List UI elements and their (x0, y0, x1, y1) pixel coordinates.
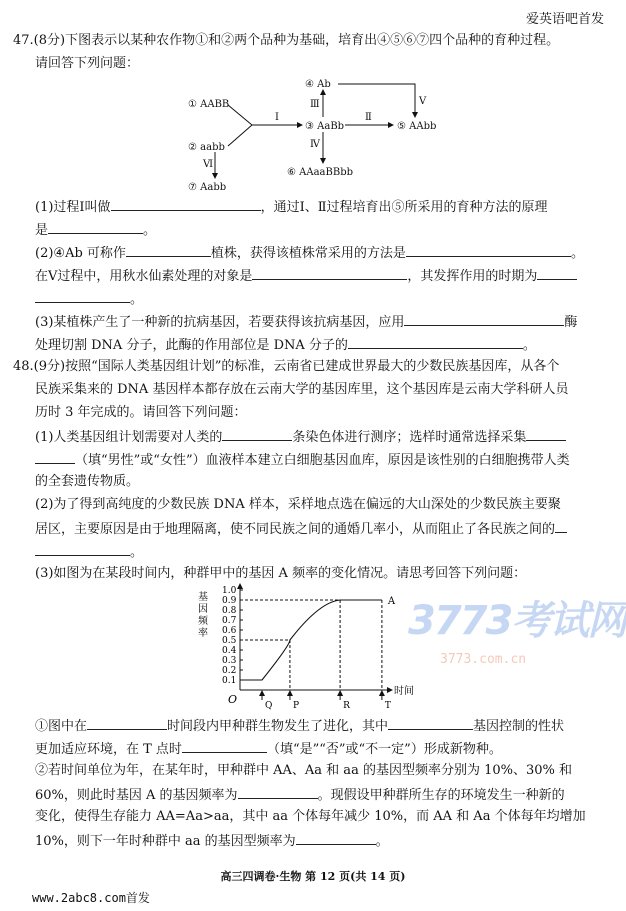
y-tick-label: 1.0 (222, 586, 237, 596)
q48-2-line2: 居区，主要原因是由于地理隔离，使不同民族之间的通婚几率小，从而阻止了各民族之间的 (35, 519, 567, 539)
answer-blank[interactable] (388, 716, 473, 730)
x-axis-label: 时间 (394, 686, 414, 697)
node-6: ⑥ AAaaBBbb (287, 167, 354, 178)
q48-3-2-line1: ②若时间单位为年，在某年时，甲种群中 AA、Aa 和 aa 的基因型频率分别为 10%、30% 和 (35, 763, 572, 778)
q48-stem-3: 历时 3 年完成的。请回答下列问题： (35, 405, 247, 420)
y-tick-label: 0.6 (222, 626, 237, 636)
q47-3-line2: 处理切割 DNA 分子，此酶的作用部位是 DNA 分子的 。 (35, 335, 536, 355)
node-2: ② aabb (188, 142, 225, 153)
q47-1-line1: (1)过程Ⅰ叫做 ，通过Ⅰ、Ⅱ过程培育出⑤所采用的育种方法的原理 (35, 197, 548, 217)
watermark-url: 3773.com.cn (440, 652, 527, 667)
site-note: www.2abc8.com首发 (32, 891, 150, 905)
y-axis-label: 基 (198, 592, 208, 603)
y-tick-label: 0.8 (222, 606, 237, 616)
q48-1-line1: (1)人类基因组计划需要对人类的 条染色体进行测序；选样时通常选择采集 (35, 427, 566, 447)
q48-2-line1: (2)为了得到高纯度的少数民族 DNA 样本，采样地点选在偏远的大山深处的少数民族主要聚 (35, 497, 561, 512)
process-4: Ⅳ (310, 139, 320, 150)
series-label: A (387, 596, 396, 607)
y-tick-label: 0.7 (222, 616, 237, 626)
node-7: ⑦ Aabb (188, 182, 227, 193)
q48-1-line2: （填“男性”或“女性”）血液样本建立白细胞基因血库，原因是该性别的白细胞携带人类 (35, 450, 570, 470)
y-tick-label: 0.4 (222, 646, 237, 656)
answer-blank[interactable] (296, 831, 376, 845)
x-tick-label: R (343, 701, 350, 711)
x-tick-label: T (384, 701, 391, 711)
q48-3-2-line3: 变化，使得生存能力 AA=Aa>aa，其中 aa 个体每年减少 10%，而 AA 和 Aa 个体每年均增加 (35, 809, 586, 824)
q47-2-line3: 。 (35, 289, 143, 309)
q47-2-line2: 在Ⅴ过程中，用秋水仙素处理的对象是 ，其发挥作用的时期为 (35, 266, 577, 286)
q48-stem-2: 民族采集来的 DNA 基因样本都存放在云南大学的基因库里，这个基因库是云南大学科研人员 (35, 382, 569, 397)
y-axis-label: 率 (198, 628, 208, 639)
q48-2-line3: 。 (35, 542, 143, 562)
q48-1-line3: 的全套遗传物质。 (35, 474, 140, 489)
q48-stem-1: 48.(9分)按照“国际人类基因组计划”的标准，云南省已建成世界最大的少数民族基因库，从各个 (13, 359, 560, 374)
x-tick-label: Q (265, 701, 273, 711)
node-4: ④ Ab (305, 79, 331, 90)
process-5: Ⅴ (419, 96, 427, 107)
y-tick-label: 0.3 (222, 656, 237, 666)
answer-blank[interactable] (238, 785, 318, 799)
process-1: Ⅰ (275, 112, 279, 123)
watermark-logo: 3773考试网 (408, 598, 626, 644)
node-5: ⑤ AAbb (397, 121, 437, 132)
q47-3-line1: (3)某植株产生了一种新的抗病基因，若要获得该抗病基因，应用 酶 (35, 312, 577, 332)
origin-label: O (228, 693, 238, 706)
y-tick-label: 0.2 (222, 666, 237, 676)
process-6: Ⅵ (203, 159, 214, 170)
page-footer: 高三四调卷·生物 第 12 页(共 14 页) (220, 870, 406, 883)
y-axis-label: 因 (198, 604, 208, 615)
x-tick-label: P (292, 701, 300, 711)
y-tick-label: 0.9 (222, 596, 237, 606)
q48-3-2-line4: 10%，则下一年时种群中 aa 的基因型频率为 。 (35, 831, 389, 851)
process-3: Ⅲ (310, 99, 320, 110)
q48-3-stem: (3)如图为在某段时间内，种群甲中的基因 A 频率的变化情况。请思考回答下列问题： (35, 566, 527, 581)
answer-blank[interactable] (182, 739, 267, 753)
y-axis-label: 频 (198, 616, 208, 627)
q47-2-line1: (2)④Ab 可称作 植株，获得该植株常采用的方法是 。 (35, 243, 584, 263)
q47-1-line2: 是 。 (35, 220, 156, 240)
q48-3-1-line2: 更加适应环境，在 T 点时 （填“是”“否”或“不一定”）形成新物种。 (35, 739, 502, 759)
node-1: ① AABB (188, 99, 230, 110)
y-tick-label: 0.5 (222, 636, 237, 646)
node-3: ③ AaBb (305, 121, 345, 132)
answer-blank[interactable] (87, 716, 167, 730)
q47-stem: 47.(8分)下图表示以某种农作物①和②两个品种为基础，培育出④⑤⑥⑦四个品种的育种过程。 (13, 33, 560, 48)
source-note: 爱英语吧首发 (525, 12, 604, 27)
q48-3-2-line2: 60%，则此时基因 A 的基因频率为 。现假设甲种群所生存的环境发生一种新的 (35, 785, 565, 805)
q47-prompt: 请回答下列问题： (35, 56, 140, 71)
process-2: Ⅱ (365, 112, 372, 123)
y-tick-label: 0.1 (222, 676, 237, 686)
q48-3-1-line1: ①图中在 时间段内甲种群生物发生了进化，其中 基因控制的性状 (35, 716, 564, 736)
